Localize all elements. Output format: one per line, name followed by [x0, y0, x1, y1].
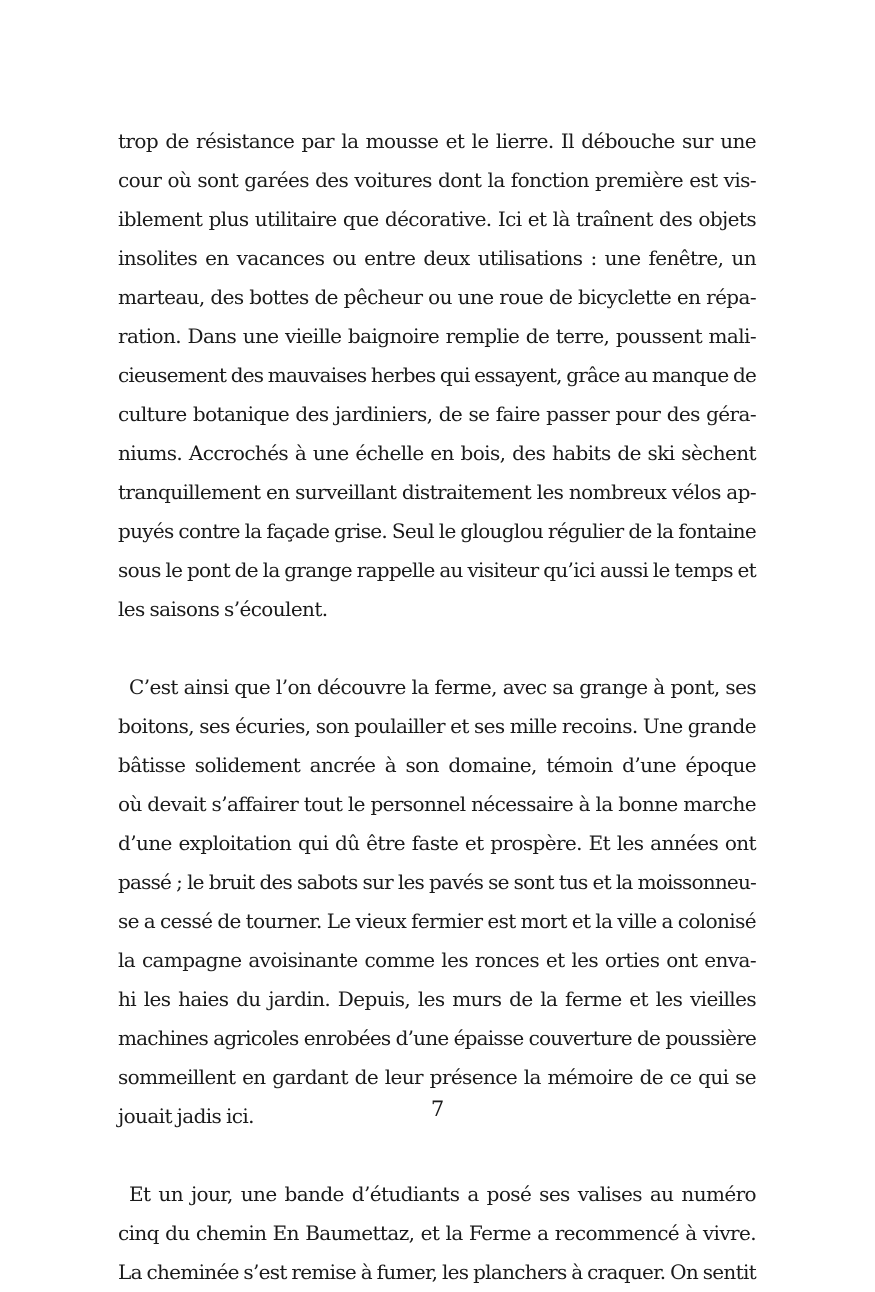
text-line: hi les haies du jardin. Depuis, les murs de la ferme et les vieilles — [118, 987, 756, 1011]
text-line: iblement plus utilitaire que décorative. Ici et là traînent des objets — [118, 207, 756, 231]
page-number: 7 — [430, 1097, 445, 1121]
text-line: cour où sont garées des voitures dont la fonction première est vis- — [118, 168, 756, 192]
text-line: se a cessé de tourner. Le vieux fermier est mort et la ville a colonisé — [118, 909, 756, 933]
text-line: sous le pont de la grange rappelle au visiteur qu’ici aussi le temps et — [118, 558, 756, 582]
text-line: trop de résistance par la mousse et le lierre. Il débouche sur une — [118, 129, 756, 153]
text-line: culture botanique des jardiniers, de se faire passer pour des géra- — [118, 402, 756, 426]
text-line: bâtisse solidement ancrée à son domaine, témoin d’une époque — [118, 753, 756, 777]
text-line: insolites en vacances ou entre deux utilisations : une fenêtre, un — [118, 246, 756, 270]
text-line: machines agricoles enrobées d’une épaisse couverture de poussière — [118, 1026, 756, 1050]
paragraph-spacer — [118, 1136, 756, 1175]
text-line: niums. Accrochés à une échelle en bois, des habits de ski sèchent — [118, 441, 756, 465]
text-line: puyés contre la façade grise. Seul le glouglou régulier de la fontaine — [118, 519, 756, 543]
text-line: cinq du chemin En Baumettaz, et la Ferme a recommencé à vivre. — [118, 1221, 756, 1245]
text-line: boitons, ses écuries, son poulailler et ses mille recoins. Une grande — [118, 714, 756, 738]
text-line: cieusement des mauvaises herbes qui essayent, grâce au manque de — [118, 363, 756, 387]
text-line: marteau, des bottes de pêcheur ou une roue de bicyclette en répa- — [118, 285, 756, 309]
text-line: les saisons s’écoulent. — [118, 597, 328, 621]
text-line: sommeillent en gardant de leur présence la mémoire de ce qui se — [118, 1065, 756, 1089]
text-line: ration. Dans une vieille baignoire remplie de terre, poussent mali- — [118, 324, 756, 348]
text-line: d’une exploitation qui dû être faste et prospère. Et les années ont — [118, 831, 756, 855]
text-line: C’est ainsi que l’on découvre la ferme, avec sa grange à pont, ses — [129, 675, 756, 699]
paragraph-2 — [118, 668, 756, 1136]
paragraph-1 — [118, 122, 756, 629]
text-line: la campagne avoisinante comme les ronces et les orties ont enva- — [118, 948, 756, 972]
text-line: tranquillement en surveillant distraitement les nombreux vélos ap- — [118, 480, 756, 504]
text-line: où devait s’affairer tout le personnel nécessaire à la bonne marche — [118, 792, 756, 816]
text-line: passé ; le bruit des sabots sur les pavés se sont tus et la moissonneu- — [118, 870, 756, 894]
text-line: jouait jadis ici. — [118, 1104, 254, 1128]
paragraph-3 — [118, 1175, 756, 1292]
text-line: Et un jour, une bande d’étudiants a posé ses valises au numéro — [129, 1182, 756, 1206]
paragraph-spacer — [118, 629, 756, 668]
text-line: La cheminée s’est remise à fumer, les planchers à craquer. On sentit — [118, 1260, 756, 1284]
